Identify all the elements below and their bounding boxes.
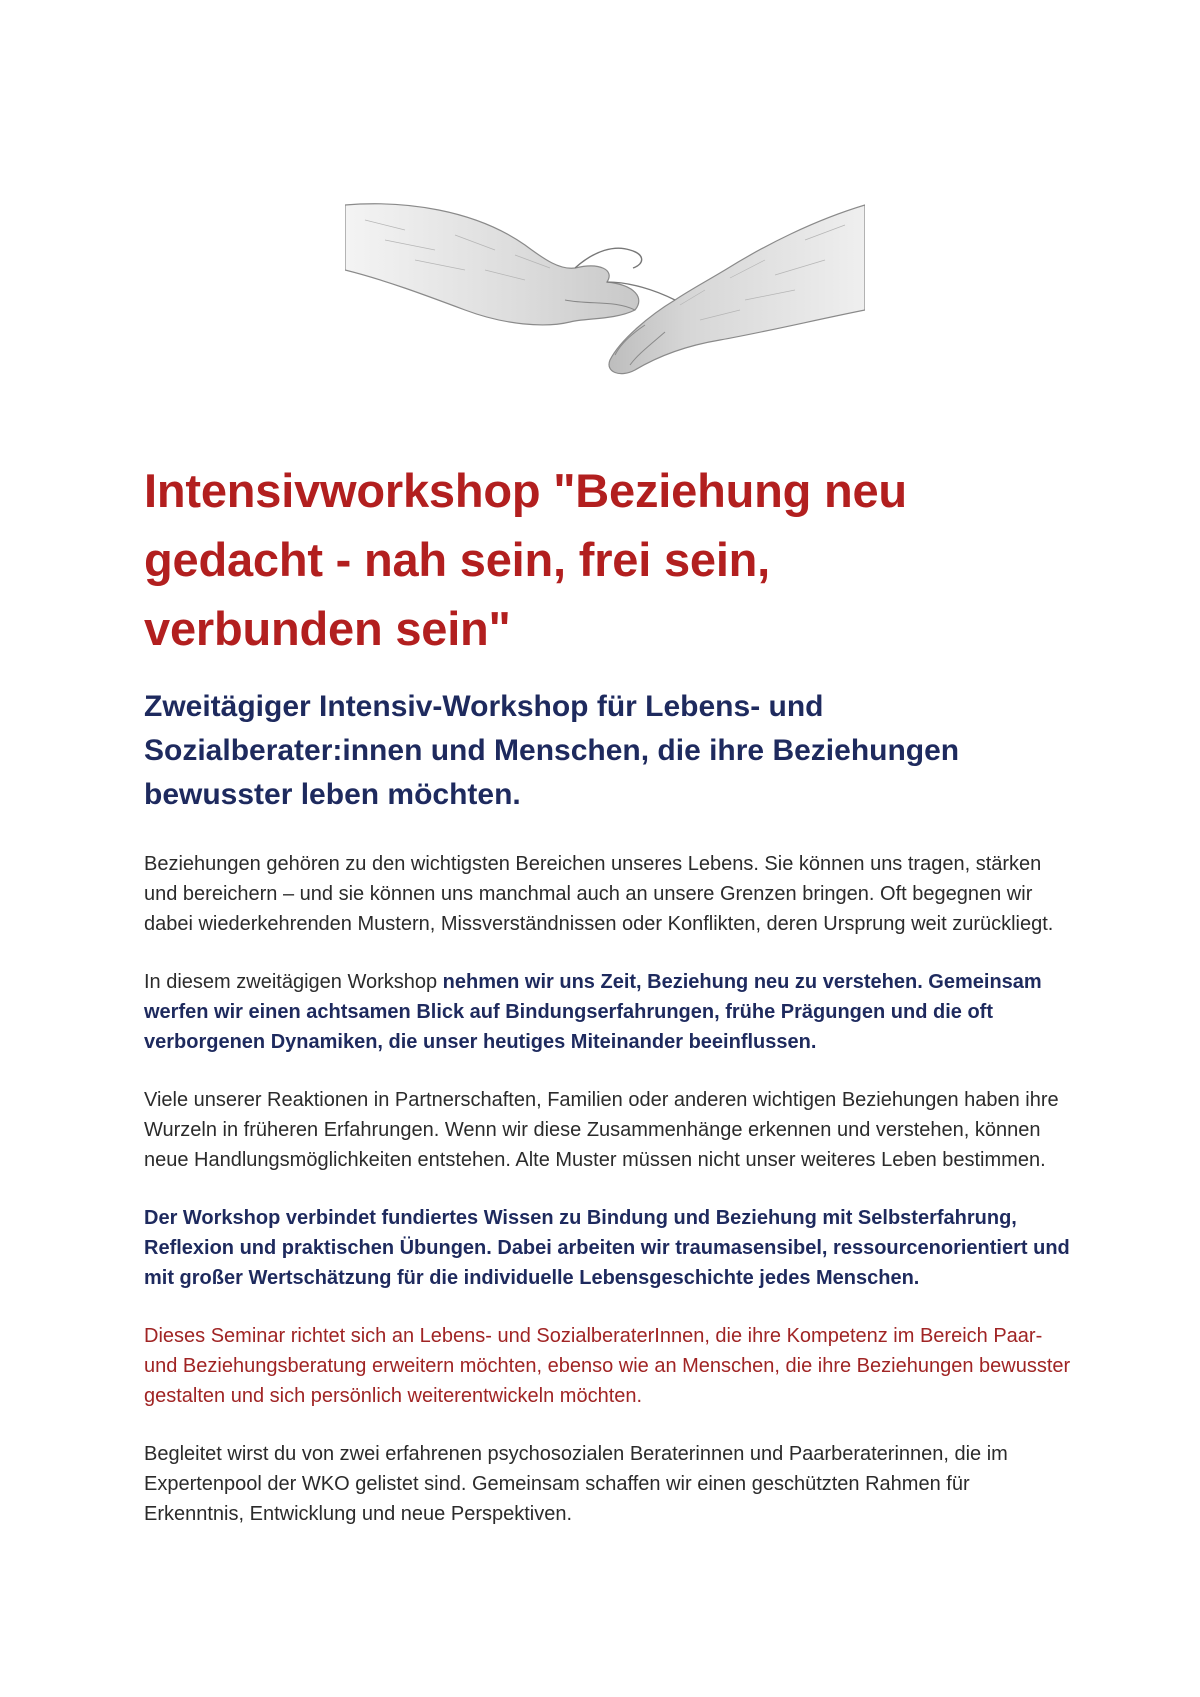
paragraph-intro: Beziehungen gehören zu den wichtigsten Bereichen unseres Lebens. Sie können uns tragen, stärken und bereichern – und sie können uns manchmal auch an unsere Grenzen bringen. Oft begegnen wir dabei wiederkehrenden Mustern, Missverständnissen oder Konflikten, deren Ursprung weit zurückliegt. bbox=[144, 853, 1054, 935]
page-subtitle: Zweitägiger Intensiv-Workshop für Lebens- und Sozialberater:innen und Menschen, die ihre Beziehungen bewusster leben möchten. bbox=[144, 690, 960, 811]
paragraph-method: Der Workshop verbindet fundiertes Wissen zu Bindung und Beziehung mit Selbsterfahrung, Reflexion und praktischen Übungen. Dabei arbeiten wir traumasensibel, ressourcenorientiert und mit großer Wertschätzung für die individuelle Lebensgeschichte jedes Menschen. bbox=[144, 1207, 1070, 1289]
paragraph-workshop-focus-intro: In diesem zweitägigen Workshop bbox=[144, 971, 443, 993]
holding-hands-sketch-icon bbox=[345, 150, 865, 400]
paragraph-facilitators: Begleitet wirst du von zwei erfahrenen psychosozialen Beraterinnen und Paarberaterinnen, die im Expertenpool der WKO gelistet sind. Gemeinsam schaffen wir einen geschützten Rahmen für Erkenntnis, Entwicklung und neue Perspektiven. bbox=[144, 1443, 1008, 1525]
paragraph-reactions: Viele unserer Reaktionen in Partnerschaften, Familien oder anderen wichtigen Beziehungen haben ihre Wurzeln in früheren Erfahrungen. Wenn wir diese Zusammenhänge erkennen und verstehen, können neue Handlungsmöglichkeiten entstehen. Alte Muster müssen nicht unser weiteres Leben bestimmen. bbox=[144, 1089, 1059, 1171]
holding-hands-illustration bbox=[345, 150, 865, 400]
document-body bbox=[144, 456, 1074, 1529]
paragraph-workshop-focus-emphasis: nehmen wir uns Zeit, Beziehung neu zu verstehen. Gemeinsam werfen wir einen achtsamen Blick auf Bindungserfahrungen, frühe Prägungen und die oft verborgenen Dynamiken, die unser heutiges Miteinander beeinflussen. bbox=[144, 971, 1042, 1053]
paragraph-audience: Dieses Seminar richtet sich an Lebens- und SozialberaterInnen, die ihre Kompetenz im Bereich Paar- und Beziehungsberatung erweitern möchten, ebenso wie an Menschen, die ihre Beziehungen bewusster gestalten und sich persönlich weiterentwickeln möchten. bbox=[144, 1325, 1071, 1407]
paragraph-workshop-focus bbox=[144, 967, 1074, 1057]
page-title: Intensivworkshop "Beziehung neu gedacht - nah sein, frei sein, verbunden sein" bbox=[144, 464, 907, 655]
